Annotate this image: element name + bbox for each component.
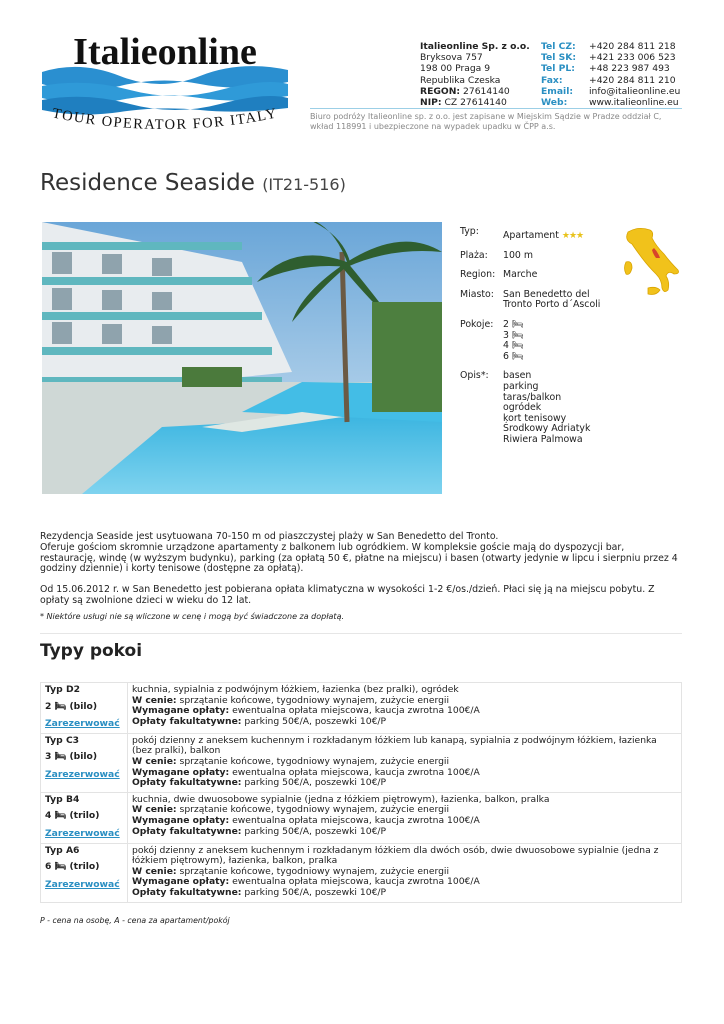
detail-city: Miasto: San Benedetto del Tronto Porto d´Ascoli (460, 288, 601, 311)
room-capacity: 2 🛏 (bilo) (45, 700, 98, 712)
logo-graphic (40, 30, 290, 138)
feature-item: ogródek (503, 402, 542, 414)
detail-rooms: Pokoje: 2 🛏 3 🛏 4 🛏 6 🛏 (460, 320, 613, 362)
room-count: 3 🛏 (503, 329, 524, 341)
room-description: kuchnia, sypialnia z podwójnym łóżkiem, łazienka (bez pralki), ogródek (132, 684, 459, 695)
logo-brand: Italieonline (73, 31, 257, 73)
detail-beach: Plaża: 100 m (460, 249, 534, 261)
company-nip: NIP: CZ 27614140 (420, 97, 507, 109)
book-button[interactable]: Zarezerwować (45, 827, 120, 839)
logo-tagline: TOUR OPERATOR FOR ITALY (50, 105, 280, 134)
room-type: Typ C3 (45, 734, 80, 746)
bed-icon: 🛏 (54, 700, 67, 712)
company-address (420, 41, 530, 108)
detail-type: Typ: Apartament ★★★ (460, 226, 584, 241)
contact-email[interactable]: Email: info@italieonline.eu (541, 85, 681, 97)
feature-item: basen (503, 370, 532, 382)
room-description: pokój dzienny z aneksem kuchennym i rozkładanym łóżkiem lub kanapą, sypialnia z podwójnym łóżkiem, łazienka (bez pralki), balkon (132, 734, 657, 757)
table-row: Typ A6 6 🛏 (trilo) Zarezerwować pokój dzienny z aneksem kuchennym i rozkładanym łóżkiem dla dwóch osób, dwie dwuosobowe sypialnie (jedna z łóżkiem piętrowym), łazienka, balkon, pralka W cenie: sprzątanie końcowe, tygodniowy wynajem, zużycie energii Wymagane opłaty: ewentualna opłata miejscowa, kaucja zwrotna 100€/A Opłaty fakultatywne: parking 50€/A, poszewki 10€/P (41, 843, 682, 902)
feature-item: kort tenisowy (503, 412, 567, 424)
legal-note: Biuro podróży Italieonline sp. z o.o. jest zapisane w Miejskim Sądzie w Pradze oddział C, wkład 118991 i ubezpieczone na wypadek upadku w ČPP a.s. (310, 108, 682, 131)
divider (40, 633, 682, 634)
property-photo (42, 222, 442, 494)
room-type: Typ A6 (45, 844, 80, 856)
bed-icon: 🛏 (54, 861, 67, 873)
table-row: Typ B4 4 🛏 (trilo) Zarezerwować kuchnia, dwie dwuosobowe sypialnie (jedna z łóżkiem piętrowym), łazienka, balkon, pralka W cenie: sprzątanie końcowe, tygodniowy wynajem, zużycie energii Wymagane opłaty: ewentualna opłata miejscowa, kaucja zwrotna 100€/A Opłaty fakultatywne: parking 50€/A, poszewki 10€/P (41, 792, 682, 843)
company-name: Italieonline Sp. z o.o. (420, 41, 530, 52)
room-count: 2 🛏 (503, 318, 524, 330)
company-regon: REGON: 27614140 (420, 85, 510, 97)
feature-item: parking (503, 380, 539, 392)
room-capacity: 3 🛏 (bilo) (45, 751, 98, 763)
services-note: * Niektóre usługi nie są wliczone w cenę i mogą być świadczone za dopłatą. (40, 612, 345, 621)
table-row: Typ C3 3 🛏 (bilo) Zarezerwować pokój dzienny z aneksem kuchennym i rozkładanym łóżkiem lub kanapą, sypialnia z podwójnym łóżkiem, łazienka (bez pralki), balkon W cenie: sprzątanie końcowe, tygodniowy wynajem, zużycie energii Wymagane opłaty: ewentualna opłata miejscowa, kaucja zwrotna 100€/A Opłaty fakultatywne: parking 50€/A, poszewki 10€/P (41, 733, 682, 792)
room-description: pokój dzienny z aneksem kuchennym i rozkładanym łóżkiem dla dwóch osób, dwie dwuosobowe sypialnie (jedna z łóżkiem piętrowym), łazienka, balkon, pralka (132, 844, 659, 867)
feature-item: taras/balkon (503, 391, 562, 403)
room-count: 6 🛏 (503, 350, 524, 362)
detail-features: Opis*: basen parking taras/balkon ogródek kort tenisowy Środkowy Adriatyk Riwiera Palmowa (460, 371, 613, 445)
room-type: Typ B4 (45, 793, 80, 805)
feature-item: Riwiera Palmowa (503, 433, 583, 445)
property-code: (IT21-516) (262, 175, 346, 194)
description-paragraph: Od 15.06.2012 r. w San Benedetto jest pobierana opłata klimatyczna w wysokości 1-2 €/os./dzień. Płaci się ją na miejscu pobytu. Z opłaty są zwolnione dzieci w wieku do 12 lat. (40, 584, 655, 606)
contact-tel-pl: Tel PL: +48 223 987 493 (541, 63, 670, 75)
bed-icon: 🛏 (54, 751, 67, 763)
contact-tel-cz: Tel CZ: +420 284 811 218 (541, 41, 676, 52)
contact-web[interactable]: Web: www.italieonline.eu (541, 97, 679, 109)
book-button[interactable]: Zarezerwować (45, 718, 120, 730)
property-name: Residence Seaside (40, 170, 255, 196)
italy-map (618, 226, 680, 298)
property-details (460, 227, 613, 455)
table-row: Typ D2 2 🛏 (bilo) Zarezerwować kuchnia, sypialnia z podwójnym łóżkiem, łazienka (bez pralki), ogródek W cenie: sprzątanie końcowe, tygodniowy wynajem, zużycie energii Wymagane opłaty: ewentualna opłata miejscowa, kaucja zwrotna 100€/A Opłaty fakultatywne: parking 50€/A, poszewki 10€/P (41, 683, 682, 734)
book-button[interactable]: Zarezerwować (45, 768, 120, 780)
room-description: kuchnia, dwie dwuosobowe sypialnie (jedna z łóżkiem piętrowym), łazienka, balkon, pralka (132, 793, 550, 805)
bed-icon: 🛏 (511, 340, 524, 352)
room-capacity: 6 🛏 (trilo) (45, 861, 100, 873)
page-title (40, 170, 346, 196)
contact-list (541, 41, 680, 108)
bed-icon: 🛏 (54, 810, 67, 822)
room-count: 4 🛏 (503, 340, 524, 352)
room-capacity: 4 🛏 (trilo) (45, 810, 100, 822)
rooms-heading: Typy pokoi (40, 641, 143, 661)
company-street: Bryksova 757 (420, 52, 483, 64)
feature-item: Środkowy Adriatyk (503, 423, 591, 435)
price-footnote: P - cena na osobę, A - cena za apartament/pokój (40, 916, 230, 925)
room-types-table (40, 682, 682, 903)
bed-icon: 🛏 (511, 329, 524, 341)
contact-tel-sk: Tel SK: +421 233 006 523 (541, 52, 676, 64)
contact-fax: Fax: +420 284 811 210 (541, 74, 676, 86)
rating-stars-icon: ★★★ (561, 231, 584, 241)
bed-icon: 🛏 (511, 350, 524, 362)
bed-icon: 🛏 (511, 318, 524, 330)
book-button[interactable]: Zarezerwować (45, 878, 120, 890)
room-type: Typ D2 (45, 684, 80, 695)
company-country: Republika Czeska (420, 74, 501, 86)
detail-region: Region: Marche (460, 269, 538, 281)
description-paragraph: Rezydencja Seaside jest usytuowana 70-150 m od piaszczystej plaży w San Benedetto del Tronto. Oferuje gościom skromnie urządzone apartamenty z balkonem lub ogródkiem. W kompleksie goście mają do dyspozycji bar, restaurację, windę (w wyższym budynku), parking (za opłatą 50 €, płatne na miejscu) i basen (otwarty jedynie w lipcu i sierpniu przez 4 godziny dziennie) i korty tenisowe (dostępne za opłatą). (40, 531, 678, 575)
company-logo (40, 30, 290, 138)
company-city: 198 00 Praga 9 (420, 63, 491, 75)
property-description (40, 532, 680, 617)
